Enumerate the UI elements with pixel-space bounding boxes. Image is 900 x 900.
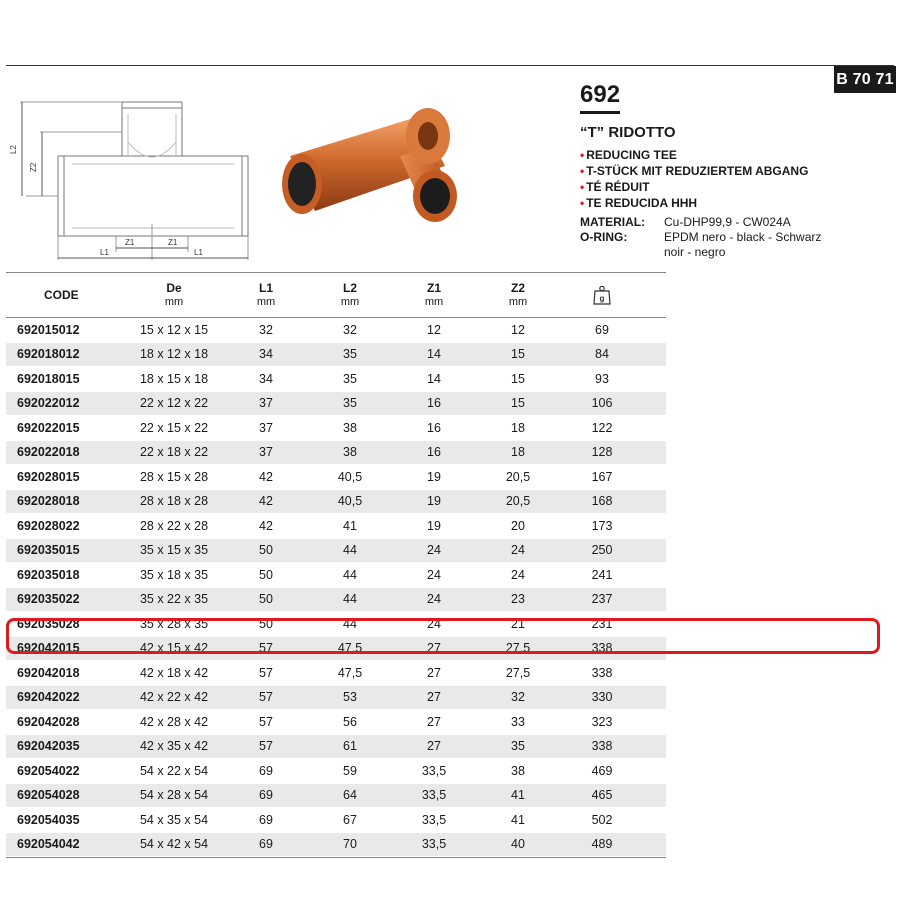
dimensions-table (6, 272, 666, 858)
header-weight (560, 273, 644, 317)
cell-l2: 32 (343, 322, 357, 337)
cell-de: 35 x 28 x 35 (139, 616, 209, 631)
cell-l1: 42 (259, 469, 273, 484)
cell-code: 692022012 (17, 396, 80, 411)
tee-technical-drawing (9, 84, 274, 262)
svg-text:g: g (599, 294, 605, 303)
cell-z1: 19 (427, 494, 441, 509)
cell-l1: 32 (259, 322, 273, 337)
cell-l2: 44 (343, 543, 357, 558)
cell-z2: 35 (511, 739, 525, 754)
table-row (6, 465, 666, 490)
highlighted-row-frame (6, 618, 880, 654)
cell-de: 54 x 42 x 54 (139, 837, 209, 852)
cell-l1: 50 (259, 616, 273, 631)
cell-z2: 20 (511, 518, 525, 533)
cell-code: 692022015 (17, 420, 80, 435)
cell-z2: 12 (511, 322, 525, 337)
table-row (6, 563, 666, 588)
table-row (6, 392, 666, 417)
cell-code: 692028018 (17, 494, 80, 509)
cell-z1: 27 (427, 641, 441, 656)
cell-code: 692042015 (17, 641, 80, 656)
cell-code: 692042035 (17, 739, 80, 754)
cell-l2: 64 (343, 788, 357, 803)
header-de: De mm (164, 281, 184, 308)
cell-l2: 56 (343, 714, 357, 729)
cell-g: 338 (591, 641, 613, 656)
table-row (6, 735, 666, 760)
oring-label: O-RING: (580, 230, 628, 244)
cell-l2: 44 (343, 592, 357, 607)
table-row (6, 514, 666, 539)
product-title: “T” RIDOTTO (580, 124, 676, 141)
cell-l2: 41 (343, 518, 357, 533)
cell-z1: 24 (427, 543, 441, 558)
cell-z2: 21 (511, 616, 525, 631)
cell-de: 42 x 15 x 42 (139, 641, 209, 656)
cell-z2: 23 (511, 592, 525, 607)
cell-l2: 40,5 (337, 494, 363, 509)
cell-g: 469 (591, 763, 613, 778)
cell-code: 692054022 (17, 763, 80, 778)
cell-l2: 38 (343, 420, 357, 435)
cell-z2: 15 (511, 347, 525, 362)
cell-de: 22 x 12 x 22 (139, 396, 209, 411)
page-code-badge: B 70 71 (834, 66, 896, 93)
cell-de: 42 x 22 x 42 (139, 690, 209, 705)
table-row (6, 784, 666, 809)
cell-code: 692035015 (17, 543, 80, 558)
copper-tee-photo (270, 96, 480, 246)
cell-de: 42 x 18 x 42 (139, 665, 209, 680)
table-row (6, 490, 666, 515)
product-names (580, 147, 830, 211)
z1-right-label: Z1 (168, 238, 178, 247)
cell-z1: 16 (427, 445, 441, 460)
cell-l2: 38 (343, 445, 357, 460)
weight-g-icon (593, 285, 611, 305)
cell-l1: 69 (259, 788, 273, 803)
cell-g: 237 (591, 592, 613, 607)
cell-z2: 20,5 (505, 494, 531, 509)
header-l2: L2 mm (340, 281, 360, 308)
cell-z1: 27 (427, 739, 441, 754)
l1-left-label: L1 (100, 248, 109, 257)
cell-z2: 40 (511, 837, 525, 852)
cell-z2: 15 (511, 371, 525, 386)
cell-code: 692042022 (17, 690, 80, 705)
table-row (6, 833, 666, 858)
cell-z1: 33,5 (421, 788, 447, 803)
cell-z2: 27,5 (505, 665, 531, 680)
cell-l2: 40,5 (337, 469, 363, 484)
cell-l2: 35 (343, 396, 357, 411)
header-z1: Z1 mm (424, 281, 444, 308)
cell-code: 692018015 (17, 371, 80, 386)
cell-z1: 14 (427, 347, 441, 362)
cell-z2: 24 (511, 567, 525, 582)
z2-label: Z2 (29, 162, 38, 172)
cell-code: 692028015 (17, 469, 80, 484)
cell-l1: 50 (259, 567, 273, 582)
cell-de: 54 x 22 x 54 (139, 763, 209, 778)
z1-left-label: Z1 (125, 238, 135, 247)
cell-l1: 37 (259, 396, 273, 411)
cell-z1: 24 (427, 616, 441, 631)
cell-z2: 33 (511, 714, 525, 729)
table-row (6, 441, 666, 466)
cell-de: 28 x 18 x 28 (139, 494, 209, 509)
cell-z1: 33,5 (421, 812, 447, 827)
cell-de: 18 x 15 x 18 (139, 371, 209, 386)
header-l1: L1 mm (256, 281, 276, 308)
product-name-de: • T-STÜCK MIT REDUZIERTEM ABGANG (580, 164, 809, 178)
cell-l1: 69 (259, 812, 273, 827)
cell-de: 42 x 28 x 42 (139, 714, 209, 729)
cell-z1: 33,5 (421, 763, 447, 778)
cell-g: 465 (591, 788, 613, 803)
cell-code: 692054035 (17, 812, 80, 827)
cell-l2: 61 (343, 739, 357, 754)
l2-label: L2 (9, 145, 18, 154)
cell-de: 28 x 15 x 28 (139, 469, 209, 484)
table-row (6, 710, 666, 735)
cell-l1: 34 (259, 347, 273, 362)
cell-l2: 53 (343, 690, 357, 705)
cell-z2: 18 (511, 445, 525, 460)
cell-z2: 41 (511, 788, 525, 803)
cell-z2: 15 (511, 396, 525, 411)
cell-g: 93 (595, 371, 609, 386)
cell-z2: 18 (511, 420, 525, 435)
table-row (6, 318, 666, 343)
table-header (6, 272, 666, 318)
cell-g: 173 (591, 518, 613, 533)
product-number: 692 (580, 80, 620, 114)
cell-code: 692035022 (17, 592, 80, 607)
cell-de: 35 x 15 x 35 (139, 543, 209, 558)
l1-right-label: L1 (194, 248, 203, 257)
cell-de: 15 x 12 x 15 (139, 322, 209, 337)
cell-code: 692022018 (17, 445, 80, 460)
cell-z1: 24 (427, 567, 441, 582)
cell-g: 502 (591, 812, 613, 827)
material-value: Cu-DHP99,9 - CW024A (664, 215, 791, 229)
table-row (6, 808, 666, 833)
cell-l2: 47,5 (337, 665, 363, 680)
cell-z2: 24 (511, 543, 525, 558)
product-name-es: • TE REDUCIDA HHH (580, 196, 698, 210)
cell-code: 692018012 (17, 347, 80, 362)
cell-code: 692035028 (17, 616, 80, 631)
cell-de: 28 x 22 x 28 (139, 518, 209, 533)
cell-l1: 69 (259, 837, 273, 852)
cell-l2: 59 (343, 763, 357, 778)
cell-l1: 57 (259, 739, 273, 754)
cell-g: 489 (591, 837, 613, 852)
cell-z1: 27 (427, 690, 441, 705)
cell-code: 692042018 (17, 665, 80, 680)
table-row (6, 588, 666, 613)
product-name-fr: • TÉ RÉDUIT (580, 180, 650, 194)
cell-l1: 37 (259, 445, 273, 460)
cell-g: 338 (591, 665, 613, 680)
cell-l2: 35 (343, 371, 357, 386)
cell-code: 692054042 (17, 837, 80, 852)
cell-g: 250 (591, 543, 613, 558)
cell-z2: 38 (511, 763, 525, 778)
cell-z1: 27 (427, 665, 441, 680)
cell-l1: 42 (259, 494, 273, 509)
cell-de: 42 x 35 x 42 (139, 739, 209, 754)
cell-g: 106 (591, 396, 613, 411)
cell-g: 84 (595, 347, 609, 362)
cell-z1: 27 (427, 714, 441, 729)
cell-code: 692042028 (17, 714, 80, 729)
table-row (6, 661, 666, 686)
cell-g: 231 (591, 616, 613, 631)
cell-g: 168 (591, 494, 613, 509)
cell-de: 22 x 15 x 22 (139, 420, 209, 435)
table-body (6, 318, 666, 858)
cell-de: 22 x 18 x 22 (139, 445, 209, 460)
cell-l1: 50 (259, 543, 273, 558)
product-info (580, 80, 830, 260)
cell-l1: 57 (259, 665, 273, 680)
table-row (6, 686, 666, 711)
cell-g: 122 (591, 420, 613, 435)
cell-g: 128 (591, 445, 613, 460)
cell-code: 692054028 (17, 788, 80, 803)
cell-code: 692015012 (17, 322, 80, 337)
cell-z1: 12 (427, 322, 441, 337)
oring-value: EPDM nero - black - Schwarz noir - negro (664, 230, 822, 259)
cell-code: 692028022 (17, 518, 80, 533)
cell-z1: 24 (427, 592, 441, 607)
cell-l2: 44 (343, 616, 357, 631)
cell-z2: 32 (511, 690, 525, 705)
cell-l1: 57 (259, 641, 273, 656)
cell-z2: 20,5 (505, 469, 531, 484)
table-row (6, 539, 666, 564)
cell-l1: 34 (259, 371, 273, 386)
top-rule (6, 65, 894, 66)
cell-z1: 14 (427, 371, 441, 386)
cell-l2: 44 (343, 567, 357, 582)
cell-l1: 57 (259, 690, 273, 705)
header-z2: Z2 mm (508, 281, 528, 308)
cell-g: 167 (591, 469, 613, 484)
cell-de: 35 x 18 x 35 (139, 567, 209, 582)
header-code: CODE (44, 288, 79, 302)
cell-z1: 16 (427, 396, 441, 411)
cell-de: 54 x 35 x 54 (139, 812, 209, 827)
cell-l1: 50 (259, 592, 273, 607)
material-spec (580, 215, 830, 260)
cell-g: 330 (591, 690, 613, 705)
table-row (6, 416, 666, 441)
cell-z1: 19 (427, 469, 441, 484)
cell-z1: 33,5 (421, 837, 447, 852)
cell-z1: 16 (427, 420, 441, 435)
cell-g: 323 (591, 714, 613, 729)
table-row (6, 367, 666, 392)
cell-l2: 47,5 (337, 641, 363, 656)
cell-z2: 41 (511, 812, 525, 827)
cell-l2: 70 (343, 837, 357, 852)
cell-g: 69 (595, 322, 609, 337)
cell-l1: 57 (259, 714, 273, 729)
cell-de: 18 x 12 x 18 (139, 347, 209, 362)
cell-l1: 37 (259, 420, 273, 435)
cell-l2: 67 (343, 812, 357, 827)
material-label: MATERIAL: (580, 215, 646, 229)
cell-g: 338 (591, 739, 613, 754)
cell-l1: 42 (259, 518, 273, 533)
table-row (6, 343, 666, 368)
product-name-en: • REDUCING TEE (580, 148, 677, 162)
cell-de: 35 x 22 x 35 (139, 592, 209, 607)
cell-l2: 35 (343, 347, 357, 362)
cell-de: 54 x 28 x 54 (139, 788, 209, 803)
table-row (6, 759, 666, 784)
cell-g: 241 (591, 567, 613, 582)
cell-z2: 27,5 (505, 641, 531, 656)
cell-z1: 19 (427, 518, 441, 533)
cell-l1: 69 (259, 763, 273, 778)
cell-code: 692035018 (17, 567, 80, 582)
